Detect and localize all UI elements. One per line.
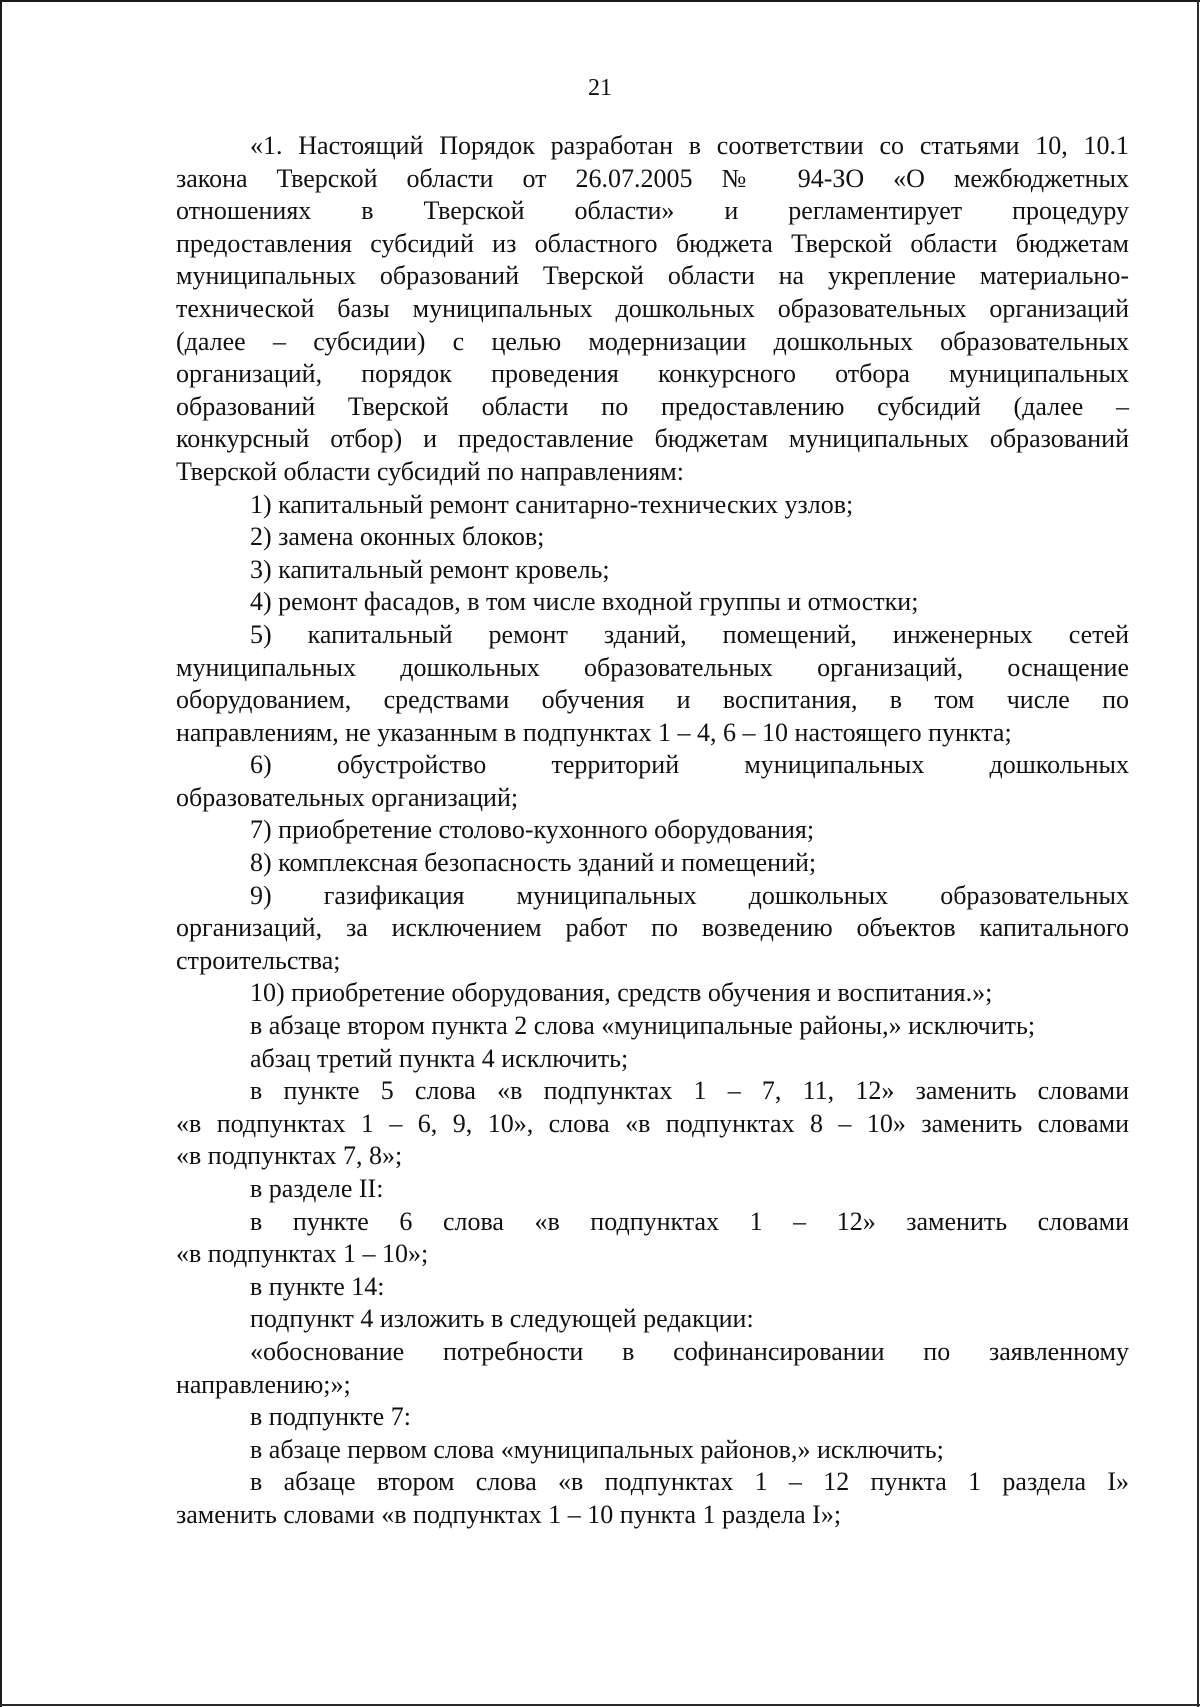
text-line: направлениям, не указанным в подпунктах 1 – 4, 6 – 10 настоящего пункта; [176,717,1012,747]
page-number: 21 [588,75,612,101]
text-line: в абзаце первом слова «муниципальных районов,» исключить; [250,1434,944,1464]
text-line: оборудованием, средствами обучения и воспитания, в том числе по [176,685,1129,715]
text-line: «в подпунктах 1 – 10»; [176,1239,429,1269]
scan-edge-bottom [0,1704,1200,1706]
text-line: заменить словами «в подпунктах 1 – 10 пункта 1 раздела I»; [176,1499,842,1529]
text-line: предоставления субсидий из областного бюджета Тверской области бюджетам [176,228,1129,258]
text-line: абзац третий пункта 4 исключить; [250,1043,629,1073]
text-line: строительства; [176,945,341,975]
text-line: муниципальных образований Тверской области на укрепление материально- [176,261,1129,291]
scan-edge-right [1197,0,1199,1707]
text-line: подпункт 4 изложить в следующей редакции: [250,1304,754,1334]
text-line: конкурсный отбор) и предоставление бюджетам муниципальных образований [176,424,1129,454]
text-line: 1) капитальный ремонт санитарно-технических узлов; [250,489,854,519]
text-line: 4) ремонт фасадов, в том числе входной группы и отмостки; [250,587,919,617]
text-line: «в подпунктах 7, 8»; [176,1141,403,1171]
text-line: «обоснование потребности в софинансировании по заявленному [250,1336,1129,1366]
text-line: «в подпунктах 1 – 6, 9, 10», слова «в подпунктах 8 – 10» заменить словами [176,1108,1129,1138]
text-line: 6) обустройство территорий муниципальных дошкольных [250,750,1129,780]
text-line: направлению;»; [176,1369,351,1399]
text-line: (далее – субсидии) с целью модернизации дошкольных образовательных [176,326,1129,356]
text-line: в разделе II: [250,1174,384,1203]
text-line: Тверской области субсидий по направлениям: [176,456,684,486]
document-body [176,130,1129,1532]
text-line: 2) замена оконных блоков; [250,522,545,552]
text-line: в подпункте 7: [250,1402,411,1432]
text-line: муниципальных дошкольных образовательных организаций, оснащение [176,652,1129,682]
text-line: организаций, порядок проведения конкурсного отбора муниципальных [176,359,1129,389]
text-line: в пункте 14: [250,1271,385,1301]
text-line: технической базы муниципальных дошкольных образовательных организаций [176,293,1129,323]
text-line: 5) капитальный ремонт зданий, помещений, инженерных сетей [250,619,1129,649]
scan-edge-top [0,0,1200,2]
text-line: 8) комплексная безопасность зданий и помещений; [250,848,817,878]
text-line: в пункте 6 слова «в подпунктах 1 – 12» заменить словами [250,1206,1129,1236]
text-line: закона Тверской области от 26.07.2005 № 94-ЗО «О межбюджетных [176,163,1129,193]
text-line: в абзаце втором пункта 2 слова «муниципальные районы,» исключить; [250,1011,1036,1041]
scan-edge-left [0,0,2,1707]
text-line: организаций, за исключением работ по возведению объектов капитального [176,913,1129,943]
text-line: 10) приобретение оборудования, средств обучения и воспитания.»; [250,978,993,1008]
text-line: в абзаце втором слова «в подпунктах 1 – 12 пункта 1 раздела I» [250,1467,1129,1497]
text-line: «1. Настоящий Порядок разработан в соответствии со статьями 10, 10.1 [250,131,1129,160]
text-line: 7) приобретение столово-кухонного оборудования; [250,815,815,845]
text-line: 3) капитальный ремонт кровель; [250,554,610,584]
text-line: в пункте 5 слова «в подпунктах 1 – 7, 11, 12» заменить словами [250,1076,1129,1106]
text-line: 9) газификация муниципальных дошкольных образовательных [250,880,1129,910]
text-line: отношениях в Тверской области» и регламентирует процедуру [176,196,1129,226]
text-line: образований Тверской области по предоставлению субсидий (далее – [176,391,1129,421]
text-line: образовательных организаций; [176,782,519,812]
